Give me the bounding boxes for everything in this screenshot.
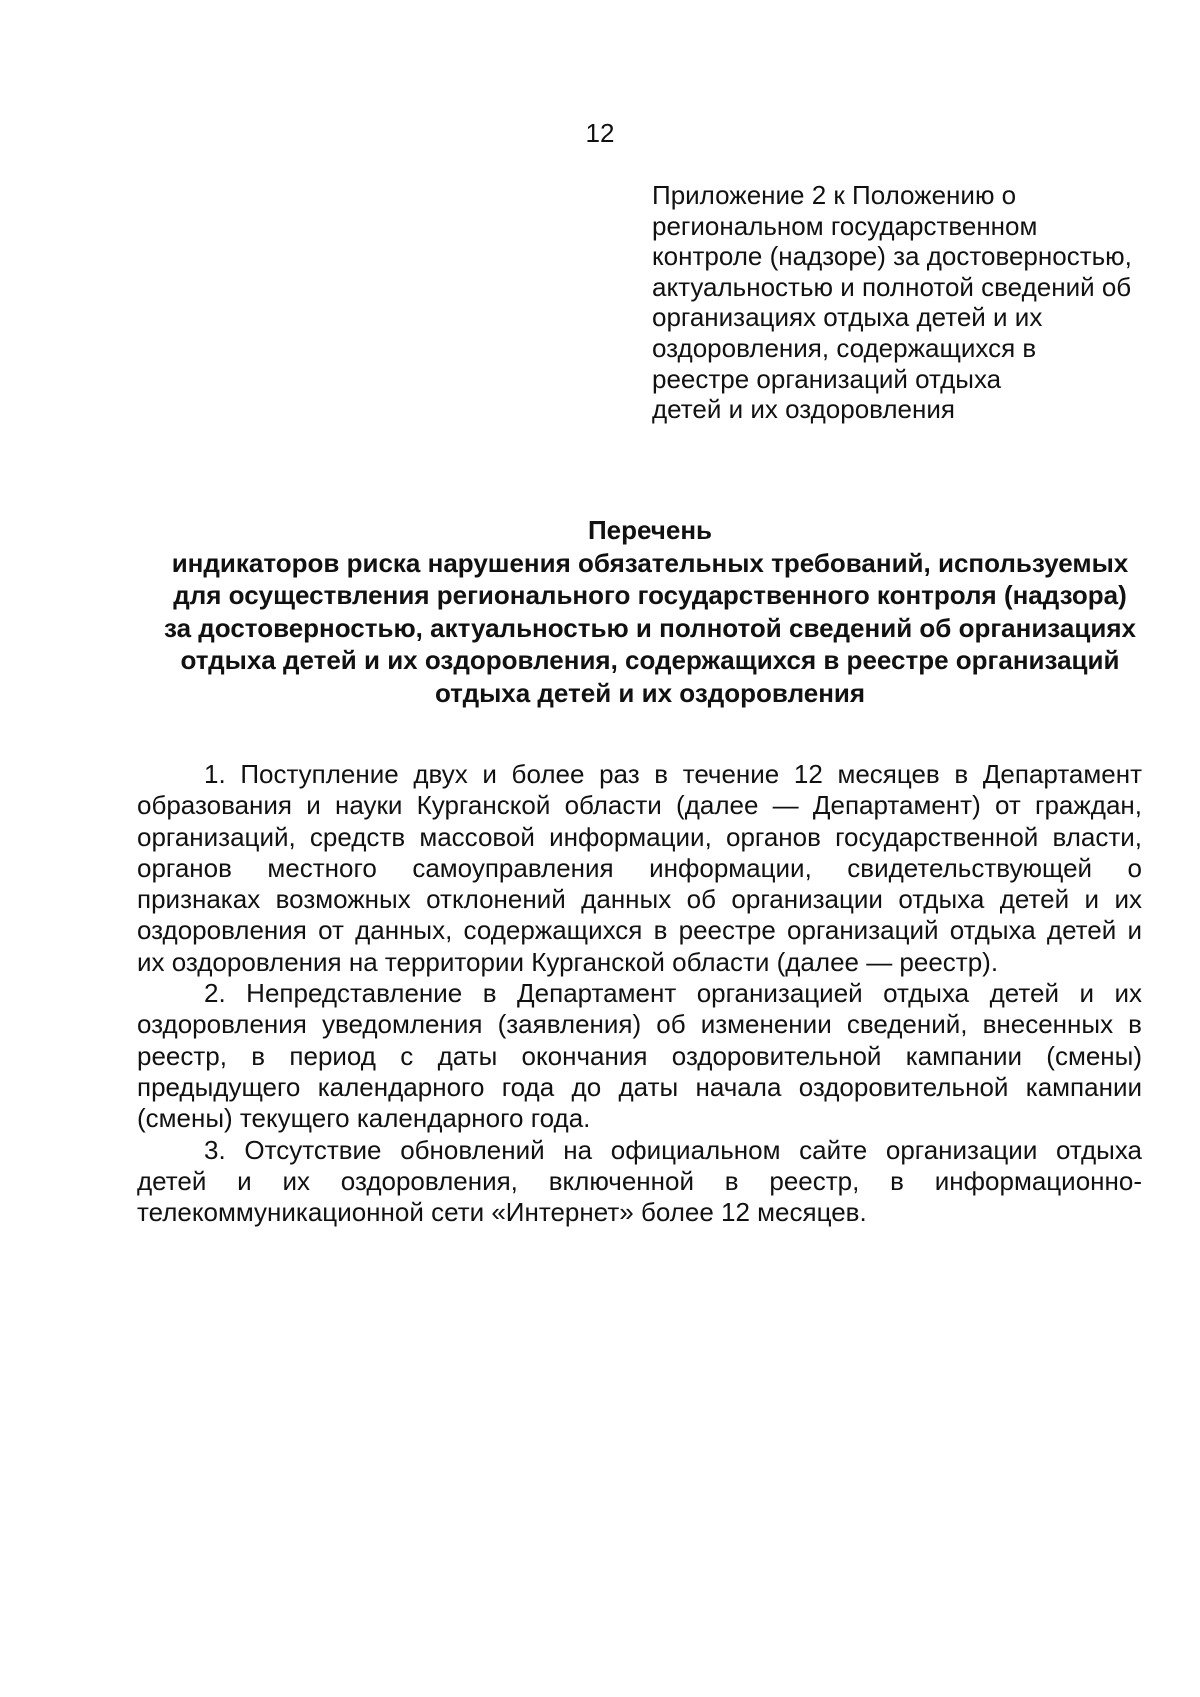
appendix-line: детей и их оздоровления [652, 394, 955, 425]
heading-line: отдыха детей и их оздоровления [434, 677, 866, 708]
item-line: 2. Непредставление в Департамент организацией отдыха детей и их [204, 978, 1142, 1009]
appendix-line: Приложение 2 к Положению о [652, 180, 1017, 210]
item-line: (смены) текущего календарного года. [137, 1103, 591, 1134]
item-line: образования и науки Курганской области (далее — Департамент) от граждан, [137, 790, 1142, 821]
appendix-line: контроле (надзоре) за достоверностью, [652, 241, 1132, 272]
document-heading [100, 514, 1200, 709]
item-line: реестр, в период с даты окончания оздоровительной кампании (смены) [137, 1040, 1142, 1071]
list-item [137, 759, 1142, 978]
appendix-line: оздоровления, содержащихся в [652, 332, 1037, 363]
item-line: 1. Поступление двух и более раз в течение 12 месяцев в Департамент [204, 759, 1142, 789]
item-line: телекоммуникационной сети «Интернет» более 12 месяцев. [137, 1197, 867, 1228]
heading-line: для осуществления регионального государственного контроля (надзора) [173, 580, 1127, 610]
appendix-line: организациях отдыха детей и их [652, 302, 1043, 333]
page-number: 12 [585, 118, 615, 148]
item-line: детей и их оздоровления, включенной в реестр, в информационно- [137, 1165, 1142, 1196]
item-line: организаций, средств массовой информации, органов государственной власти, [137, 821, 1142, 852]
item-line: признаках возможных отклонений данных об организации отдыха детей и их [137, 884, 1142, 915]
appendix-line: региональном государственном [652, 210, 1038, 241]
heading-title: Перечень [587, 515, 713, 545]
item-line: предыдущего календарного года до даты начала оздоровительной кампании [137, 1071, 1142, 1102]
item-line: оздоровления от данных, содержащихся в реестре организаций отдыха детей и [137, 915, 1142, 946]
list-item [137, 1135, 1142, 1229]
indicators-list [137, 759, 1142, 1228]
heading-line: индикаторов риска нарушения обязательных требований, используемых [171, 547, 1129, 578]
item-line: 3. Отсутствие обновлений на официальном сайте организации отдыха [204, 1134, 1142, 1165]
list-item [137, 978, 1142, 1134]
item-line: органов местного самоуправления информации, свидетельствующей о [137, 852, 1142, 883]
appendix-line: актуальностью и полнотой сведений об [652, 271, 1132, 302]
heading-line: отдыха детей и их оздоровления, содержащихся в реестре организаций [180, 645, 1120, 675]
appendix-note [652, 180, 1152, 425]
item-line: оздоровления уведомления (заявления) об изменении сведений, внесенных в [137, 1009, 1142, 1040]
item-line: их оздоровления на территории Курганской области (далее — реестр). [137, 946, 999, 977]
heading-line: за достоверностью, актуальностью и полнотой сведений об организациях [164, 612, 1136, 643]
appendix-line: реестре организаций отдыха [652, 363, 1002, 394]
